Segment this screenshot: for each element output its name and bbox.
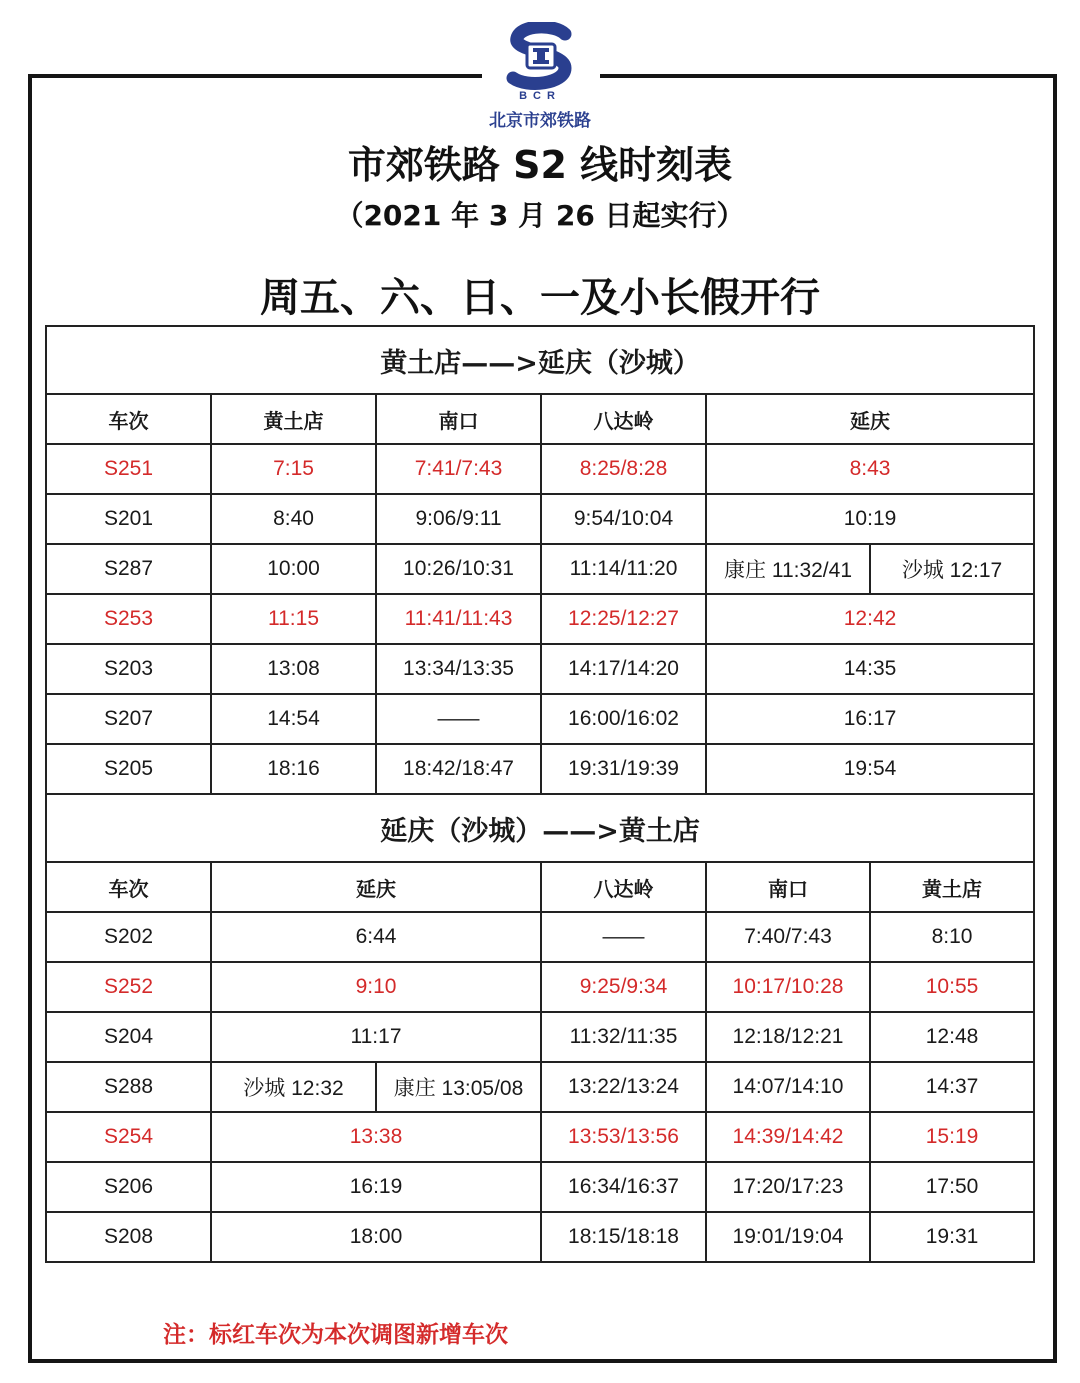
time-cell: 11:15	[211, 594, 376, 644]
time-cell: 13:53/13:56	[541, 1112, 706, 1162]
time-cell: 10:55	[870, 962, 1034, 1012]
time-cell: 13:22/13:24	[541, 1062, 706, 1112]
time-cell: 7:41/7:43	[376, 444, 541, 494]
time-cell: 沙城 12:17	[870, 544, 1034, 594]
time-cell: 18:00	[211, 1212, 541, 1262]
time-cell: 17:50	[870, 1162, 1034, 1212]
footnote: 注：标红车次为本次调图新增车次	[163, 1322, 508, 1348]
table-row	[46, 1162, 1034, 1212]
header-row	[46, 394, 1034, 444]
table-row	[46, 544, 1034, 594]
col-header-yanqing: 延庆	[211, 862, 541, 912]
time-cell: 7:40/7:43	[706, 912, 870, 962]
train-number: S251	[46, 444, 211, 494]
train-number: S207	[46, 694, 211, 744]
time-cell: 康庄 11:32/41	[706, 544, 870, 594]
time-cell: 9:54/10:04	[541, 494, 706, 544]
time-cell: 康庄 13:05/08	[376, 1062, 541, 1112]
time-cell: 19:31/19:39	[541, 744, 706, 794]
timetable	[45, 325, 1035, 1263]
time-cell: 16:34/16:37	[541, 1162, 706, 1212]
direction-title: 延庆（沙城）——>黄土店	[46, 794, 1034, 862]
table-row	[46, 644, 1034, 694]
direction-title: 黄土店——>延庆（沙城）	[46, 326, 1034, 394]
time-cell: 6:44	[211, 912, 541, 962]
table-row	[46, 594, 1034, 644]
time-cell: 10:19	[706, 494, 1034, 544]
time-cell: ——	[541, 912, 706, 962]
table-row	[46, 694, 1034, 744]
table-row	[46, 1112, 1034, 1162]
time-cell: 14:39/14:42	[706, 1112, 870, 1162]
col-header-yanqing: 延庆	[706, 394, 1034, 444]
col-header-train: 车次	[46, 862, 211, 912]
time-cell: ——	[376, 694, 541, 744]
table-row	[46, 444, 1034, 494]
train-number: S288	[46, 1062, 211, 1112]
col-header-train: 车次	[46, 394, 211, 444]
time-cell: 10:17/10:28	[706, 962, 870, 1012]
time-cell: 18:42/18:47	[376, 744, 541, 794]
time-cell: 11:41/11:43	[376, 594, 541, 644]
time-cell: 13:38	[211, 1112, 541, 1162]
time-cell: 14:37	[870, 1062, 1034, 1112]
table-row	[46, 1212, 1034, 1262]
time-cell: 14:54	[211, 694, 376, 744]
time-cell: 12:25/12:27	[541, 594, 706, 644]
time-cell: 沙城 12:32	[211, 1062, 376, 1112]
time-cell: 16:19	[211, 1162, 541, 1212]
time-cell: 14:07/14:10	[706, 1062, 870, 1112]
train-number: S206	[46, 1162, 211, 1212]
time-cell: 8:40	[211, 494, 376, 544]
train-number: S208	[46, 1212, 211, 1262]
table-row	[46, 962, 1034, 1012]
train-number: S201	[46, 494, 211, 544]
time-cell: 19:01/19:04	[706, 1212, 870, 1262]
time-cell: 18:16	[211, 744, 376, 794]
train-number: S252	[46, 962, 211, 1012]
time-cell: 11:14/11:20	[541, 544, 706, 594]
col-header-nankou: 南口	[376, 394, 541, 444]
time-cell: 11:17	[211, 1012, 541, 1062]
table-row	[46, 1012, 1034, 1062]
time-cell: 13:08	[211, 644, 376, 694]
time-cell: 16:00/16:02	[541, 694, 706, 744]
col-header-nankou: 南口	[706, 862, 870, 912]
time-cell: 19:54	[706, 744, 1034, 794]
train-number: S287	[46, 544, 211, 594]
col-header-badaling: 八达岭	[541, 862, 706, 912]
col-header-huangtudian: 黄土店	[211, 394, 376, 444]
time-cell: 12:18/12:21	[706, 1012, 870, 1062]
time-cell: 8:43	[706, 444, 1034, 494]
col-header-badaling: 八达岭	[541, 394, 706, 444]
time-cell: 8:10	[870, 912, 1034, 962]
time-cell: 7:15	[211, 444, 376, 494]
direction-row-return	[46, 794, 1034, 862]
train-number: S254	[46, 1112, 211, 1162]
time-cell: 15:19	[870, 1112, 1034, 1162]
time-cell: 14:17/14:20	[541, 644, 706, 694]
logo-abbrev: BCR	[519, 90, 561, 102]
train-number: S204	[46, 1012, 211, 1062]
table-row	[46, 744, 1034, 794]
table-row	[46, 494, 1034, 544]
time-cell: 16:17	[706, 694, 1034, 744]
time-cell: 10:00	[211, 544, 376, 594]
time-cell: 9:25/9:34	[541, 962, 706, 1012]
bcr-logo-icon	[503, 22, 579, 92]
logo-name: 北京市郊铁路	[489, 111, 591, 131]
time-cell: 13:34/13:35	[376, 644, 541, 694]
train-number: S202	[46, 912, 211, 962]
time-cell: 12:42	[706, 594, 1034, 644]
time-cell: 12:48	[870, 1012, 1034, 1062]
time-cell: 18:15/18:18	[541, 1212, 706, 1262]
effective-date: （2021 年 3 月 26 日起实行）	[335, 199, 745, 232]
time-cell: 9:06/9:11	[376, 494, 541, 544]
train-number: S205	[46, 744, 211, 794]
time-cell: 19:31	[870, 1212, 1034, 1262]
time-cell: 11:32/11:35	[541, 1012, 706, 1062]
time-cell: 9:10	[211, 962, 541, 1012]
time-cell: 10:26/10:31	[376, 544, 541, 594]
table-row	[46, 912, 1034, 962]
page-title: 市郊铁路 S2 线时刻表	[347, 143, 733, 187]
col-header-huangtudian: 黄土店	[870, 862, 1034, 912]
train-number: S203	[46, 644, 211, 694]
time-cell: 17:20/17:23	[706, 1162, 870, 1212]
time-cell: 8:25/8:28	[541, 444, 706, 494]
table-row	[46, 1062, 1034, 1112]
train-number: S253	[46, 594, 211, 644]
service-days-heading: 周五、六、日、一及小长假开行	[260, 275, 820, 321]
time-cell: 14:35	[706, 644, 1034, 694]
direction-row-outbound	[46, 326, 1034, 394]
header-row	[46, 862, 1034, 912]
